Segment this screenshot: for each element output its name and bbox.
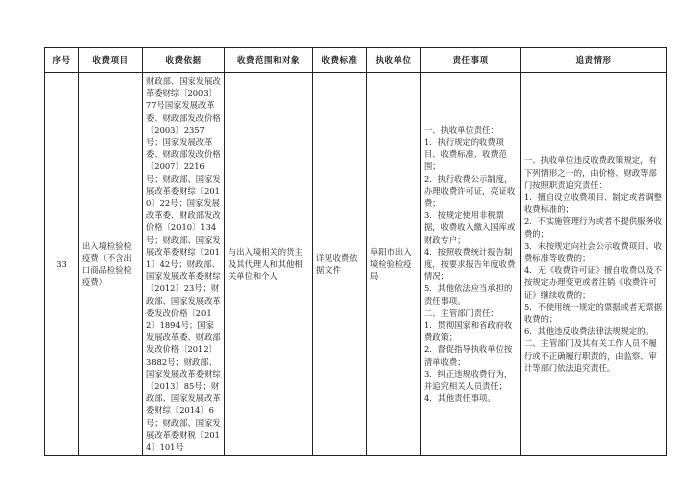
table-row (45, 73, 667, 456)
header-row (45, 48, 667, 73)
unit-text: 阜阳市出入境检验检疫局 (370, 246, 412, 282)
cell-item (79, 73, 143, 456)
cell-seq (45, 73, 79, 456)
cell-standard (313, 73, 367, 456)
duties-text: 一、执收单位责任： 1．执行规定的收费项目、收费标准、收费范围； 2．执行收费公示制度，办理收费许可证，亮证收费； 3．按规定使用非税票据，收费收入缴入国库或财政专户； 4．按照收费统计报告制度，按要求报告年度收费情况； 5．其他依法应当承担的责任事项。 二、主管部门责任： 1．贯彻国家和省政府收费政策； 2．督促指导执收单位按清单收费； 3．纠正违规收费行为，并追究相关人员责任； 4．其他责任事项。 (424, 124, 516, 404)
standard-text: 详见收费依据文件 (316, 252, 358, 276)
header-item: 收费项目 (79, 48, 143, 73)
header-unit: 执收单位 (367, 48, 421, 73)
header-scope: 收费范围和对象 (225, 48, 313, 73)
header-standard: 收费标准 (313, 48, 367, 73)
cell-unit (367, 73, 421, 456)
header-basis: 收费依据 (143, 48, 225, 73)
cell-scope (225, 73, 313, 456)
scope-text: 与出入境相关的货主及其代理人和其他相关单位和个人 (228, 246, 303, 282)
header-duties: 责任事项 (421, 48, 521, 73)
accountability-text: 一、执收单位违反收费政策规定，有下列情形之一的，由价格、财政等部门按照职责追究责任： 1．擅自设立收费项目、制定或者调整收费标准的； 2．不实施管理行为或者不提供服务收费的； 3．未按规定向社会公示收费项目、收费标准等收费的； 4．无《收费许可证》擅自收费以及不按规定办理变更或者注销《收费许可证》继续收费的； 5．不使用统一规定的票据或者无票据收费的； 6．其他违反收费法律法规规定的。 二、主管部门及其有关工作人员不履行或不正确履行职责的，由监察、审计等部门依法追究责任。 (524, 155, 663, 373)
cell-accountability (521, 73, 667, 456)
header-seq: 序号 (45, 48, 79, 73)
basis-text: 财政部、国家发展改革委财综〔2003〕77号国家发展改革委、财政部发改价格〔2003〕2357号；国家发展改革委、财政部发改价格〔2007〕2216号；财政部、国家发展改革委财综〔2010〕22号；国家发展改革委、财政部发改价格〔2010〕134号；财政部、国家发展改革委财综〔2011〕42号；财政部、国家发展改革委财综〔2012〕23号；财政部、国家发展改革委发改价格〔2012〕1894号；国家发展改革委、财政部发改价格〔2012〕3882号；财政部、国家发展改革委财综〔2013〕85号；财政部、国家发展改革委财综〔2014〕6号；财政部、国家发展改革委财税〔2014〕101号 (146, 76, 221, 453)
item-text: 出入境检验检疫费（不含出口商品检验检疫费） (82, 240, 132, 288)
seq-text: 33 (56, 259, 67, 270)
fee-table (44, 47, 667, 456)
header-accountability: 追责情形 (521, 48, 667, 73)
cell-basis (143, 73, 225, 456)
cell-duties (421, 73, 521, 456)
